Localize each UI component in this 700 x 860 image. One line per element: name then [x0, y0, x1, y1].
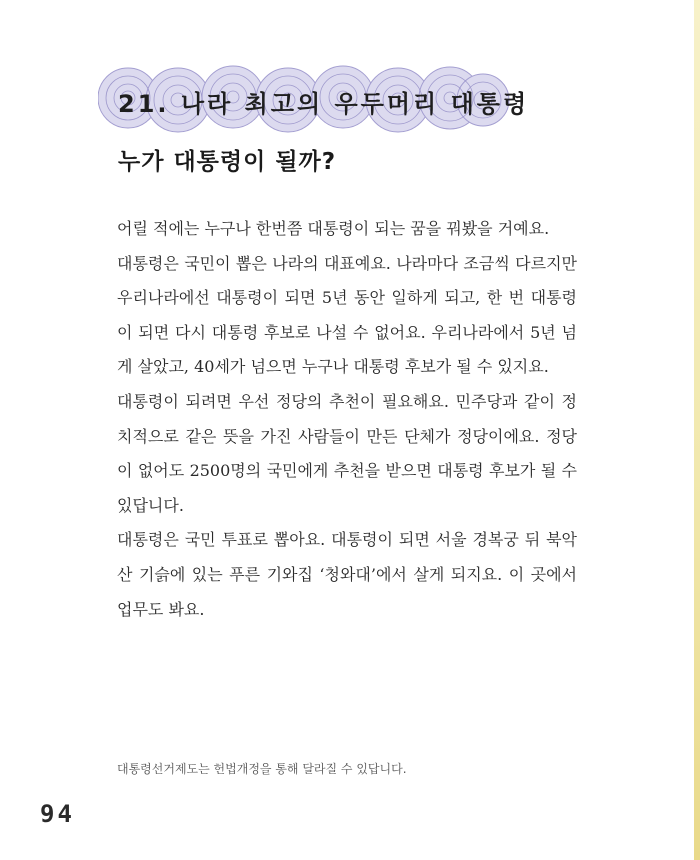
footnote: 대통령선거제도는 헌법개정을 통해 달라질 수 있답니다. [117, 762, 407, 776]
paragraph: 대통령은 국민 투표로 뽑아요. 대통령이 되면 서울 경복궁 뒤 북악산 기슭에 있는 푸른 기와집 ‘청와대’에서 살게 되지요. 이 곳에서 업무도 봐요. [117, 530, 577, 619]
paragraph: 어릴 적에는 누구나 한번쯤 대통령이 되는 꿈을 꿔봤을 거예요. [117, 219, 550, 238]
page-edge-strip [694, 0, 700, 860]
body-text [117, 212, 577, 627]
paragraph: 대통령은 국민이 뽑은 나라의 대표예요. 나라마다 조금씩 다르지만 우리나라에선 대통령이 되면 5년 동안 일하게 되고, 한 번 대통령이 되면 다시 대통령 후보로 나설 수 없어요. 우리나라에서 5년 넘게 살았고, 40세가 넘으면 누구나 대통령 후보가 될 수 있지요. [117, 253, 577, 377]
chapter-title: 21. 나라 최고의 우두머리 대통령 [118, 90, 530, 118]
paragraph: 대통령이 되려면 우선 정당의 추천이 필요해요. 민주당과 같이 정치적으로 같은 뜻을 가진 사람들이 만든 단체가 정당이에요. 정당이 없어도 2500명의 국민에게 추천을 받으면 대통령 후보가 될 수 있답니다. [117, 391, 577, 515]
section-subtitle: 누가 대통령이 될까? [118, 149, 337, 175]
page-number: 94 [40, 800, 75, 828]
